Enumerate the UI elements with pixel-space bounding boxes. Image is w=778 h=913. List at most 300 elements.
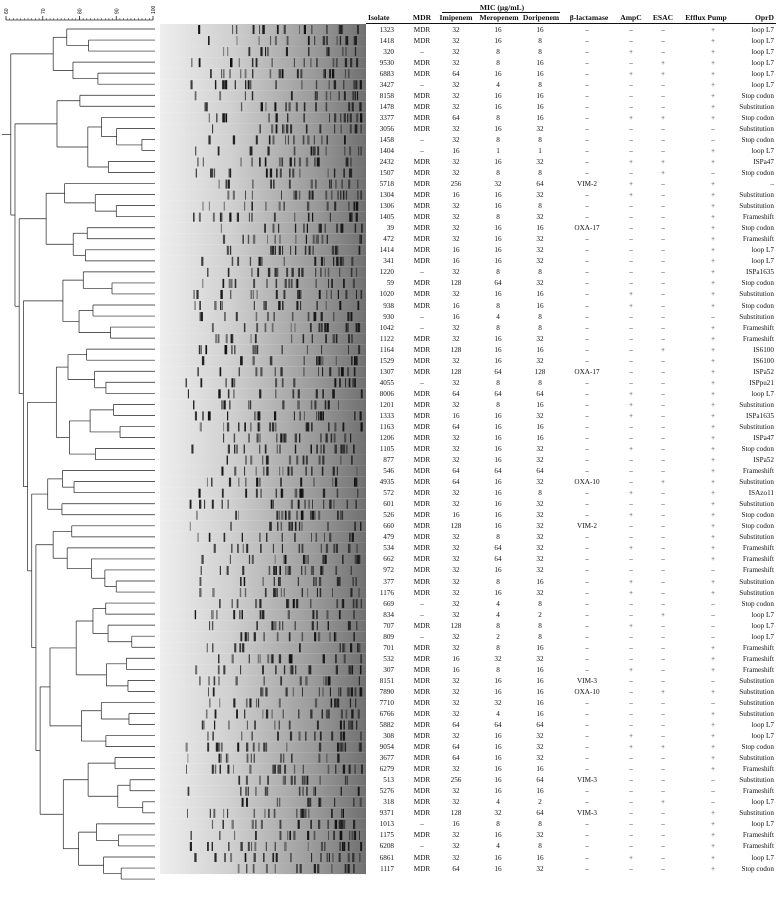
cell-meropenem: 4 bbox=[496, 798, 500, 807]
cell-mdr: MDR bbox=[413, 621, 431, 630]
cell-meropenem: 4 bbox=[496, 842, 500, 851]
cell-isolate: 1414 bbox=[379, 246, 394, 255]
cell-oprd: Frameshift bbox=[742, 334, 774, 343]
cell-oprd: loop L7 bbox=[751, 47, 774, 56]
cell-esac: – bbox=[661, 676, 665, 685]
cell-imipenem: 64 bbox=[452, 743, 460, 752]
cell-doripenem: 32 bbox=[536, 743, 544, 752]
cell-esac: – bbox=[661, 312, 665, 321]
cell-mdr: MDR bbox=[413, 698, 431, 707]
cell-doripenem: 8 bbox=[538, 632, 542, 641]
cell-imipenem: 256 bbox=[450, 776, 462, 785]
cell-ampc: – bbox=[629, 676, 633, 685]
cell-esac: – bbox=[661, 124, 665, 133]
cell-isolate: 707 bbox=[383, 621, 394, 630]
cell-oprd: Frameshift bbox=[742, 235, 774, 244]
cell-doripenem: 16 bbox=[536, 58, 544, 67]
cell-isolate: 1333 bbox=[379, 411, 394, 420]
cell-ampc: + bbox=[628, 180, 634, 189]
cell-oprd: ISPa47 bbox=[753, 157, 774, 166]
cell-mdr: MDR bbox=[413, 102, 431, 111]
cell-imipenem: 32 bbox=[452, 765, 460, 774]
cell-doripenem: 8 bbox=[538, 378, 542, 387]
cell-oprd: loop L7 bbox=[751, 632, 774, 641]
cell-ampc: – bbox=[629, 842, 633, 851]
cell-ampc: – bbox=[629, 279, 633, 288]
cell-blactamase: OXA-17 bbox=[574, 224, 600, 233]
cell-oprd: ISPpu21 bbox=[749, 378, 774, 387]
cell-ampc: – bbox=[629, 687, 633, 696]
cell-ampc: – bbox=[629, 566, 633, 575]
cell-oprd: Substitution bbox=[739, 400, 774, 409]
cell-imipenem: 32 bbox=[452, 157, 460, 166]
cell-blactamase: OXA-17 bbox=[574, 367, 600, 376]
cell-esac: – bbox=[661, 456, 665, 465]
cell-doripenem: 32 bbox=[536, 533, 544, 542]
cell-blactamase: – bbox=[585, 334, 589, 343]
cell-esac: – bbox=[661, 135, 665, 144]
cell-efflux: – bbox=[711, 566, 715, 575]
cell-oprd: Frameshift bbox=[742, 787, 774, 796]
cell-meropenem: 16 bbox=[494, 478, 502, 487]
cell-efflux: + bbox=[710, 445, 716, 454]
cell-ampc: – bbox=[629, 224, 633, 233]
cell-imipenem: 32 bbox=[452, 202, 460, 211]
cell-efflux: + bbox=[710, 643, 716, 652]
cell-ampc: – bbox=[629, 25, 633, 34]
cell-imipenem: 32 bbox=[452, 687, 460, 696]
cell-ampc: – bbox=[629, 422, 633, 431]
cell-efflux: – bbox=[711, 169, 715, 178]
cell-imipenem: 32 bbox=[452, 47, 460, 56]
cell-esac: – bbox=[661, 754, 665, 763]
cell-esac: + bbox=[660, 345, 666, 354]
cell-meropenem: 64 bbox=[494, 555, 502, 564]
cell-oprd: Substitution bbox=[739, 202, 774, 211]
cell-meropenem: 16 bbox=[494, 411, 502, 420]
cell-isolate: 472 bbox=[383, 235, 394, 244]
cell-ampc: – bbox=[629, 533, 633, 542]
cell-isolate: 7710 bbox=[379, 698, 394, 707]
cell-oprd: Frameshift bbox=[742, 544, 774, 553]
cell-isolate: 1418 bbox=[379, 36, 394, 45]
cell-mdr: MDR bbox=[413, 290, 431, 299]
cell-doripenem: 8 bbox=[538, 621, 542, 630]
cell-blactamase: VIM-3 bbox=[577, 676, 597, 685]
cell-mdr: MDR bbox=[413, 279, 431, 288]
cell-mdr: MDR bbox=[413, 180, 431, 189]
cell-ampc: – bbox=[629, 323, 633, 332]
cell-blactamase: – bbox=[585, 124, 589, 133]
cell-mdr: MDR bbox=[413, 743, 431, 752]
cell-mdr: MDR bbox=[413, 566, 431, 575]
cell-blactamase: – bbox=[585, 533, 589, 542]
cell-meropenem: 16 bbox=[494, 36, 502, 45]
cell-isolate: 1307 bbox=[379, 367, 394, 376]
cell-esac: – bbox=[661, 180, 665, 189]
cell-ampc: – bbox=[629, 809, 633, 818]
cell-mdr: MDR bbox=[413, 58, 431, 67]
cell-oprd: Substitution bbox=[739, 124, 774, 133]
cell-ampc: + bbox=[628, 411, 634, 420]
cell-oprd: loop L7 bbox=[751, 25, 774, 34]
cell-efflux: + bbox=[710, 102, 716, 111]
cell-imipenem: 64 bbox=[452, 389, 460, 398]
cell-mdr: MDR bbox=[413, 191, 431, 200]
cell-meropenem: 8 bbox=[496, 135, 500, 144]
cell-ampc: – bbox=[629, 213, 633, 222]
cell-blactamase: – bbox=[585, 301, 589, 310]
cell-esac: – bbox=[661, 842, 665, 851]
cell-blactamase: – bbox=[585, 378, 589, 387]
cell-oprd: ISPa52 bbox=[753, 367, 774, 376]
cell-esac: – bbox=[661, 334, 665, 343]
scale-tick-label: 80 bbox=[77, 8, 84, 14]
cell-oprd: loop L7 bbox=[751, 621, 774, 630]
cell-mdr: MDR bbox=[413, 334, 431, 343]
cell-esac: – bbox=[661, 555, 665, 564]
cell-blactamase: – bbox=[585, 433, 589, 442]
cell-efflux: + bbox=[710, 47, 716, 56]
header-imipenem: Imipenem bbox=[439, 13, 473, 22]
cell-oprd: loop L7 bbox=[751, 36, 774, 45]
cell-meropenem: 16 bbox=[494, 765, 502, 774]
cell-doripenem: 32 bbox=[536, 732, 544, 741]
cell-blactamase: – bbox=[585, 599, 589, 608]
cell-imipenem: 64 bbox=[452, 69, 460, 78]
cell-meropenem: 16 bbox=[494, 334, 502, 343]
cell-meropenem: 16 bbox=[494, 157, 502, 166]
cell-blactamase: – bbox=[585, 389, 589, 398]
cell-efflux: + bbox=[710, 820, 716, 829]
cell-ampc: + bbox=[628, 853, 634, 862]
cell-oprd: Stop codon bbox=[741, 113, 774, 122]
cell-meropenem: 8 bbox=[496, 169, 500, 178]
cell-oprd: Substitution bbox=[739, 102, 774, 111]
cell-esac: + bbox=[660, 58, 666, 67]
cell-ampc: – bbox=[629, 467, 633, 476]
cell-doripenem: 16 bbox=[536, 224, 544, 233]
cell-isolate: 9530 bbox=[379, 58, 394, 67]
cell-mdr: MDR bbox=[413, 665, 431, 674]
cell-imipenem: 32 bbox=[452, 676, 460, 685]
cell-esac: – bbox=[661, 191, 665, 200]
cell-imipenem: 32 bbox=[452, 433, 460, 442]
cell-ampc: – bbox=[629, 367, 633, 376]
cell-isolate: 1323 bbox=[379, 25, 394, 34]
cell-ampc: – bbox=[629, 312, 633, 321]
cell-isolate: 9371 bbox=[379, 809, 394, 818]
scale-tick-label: 60 bbox=[4, 8, 10, 14]
cell-mdr: MDR bbox=[413, 25, 431, 34]
cell-doripenem: 16 bbox=[536, 676, 544, 685]
cell-meropenem: 4 bbox=[496, 709, 500, 718]
cell-mdr: – bbox=[420, 268, 424, 277]
cell-mdr: MDR bbox=[413, 522, 431, 531]
cell-doripenem: 8 bbox=[538, 268, 542, 277]
cell-oprd: Stop codon bbox=[741, 522, 774, 531]
cell-isolate: 6279 bbox=[379, 765, 394, 774]
cell-imipenem: 128 bbox=[450, 522, 462, 531]
cell-imipenem: 128 bbox=[450, 809, 462, 818]
cell-blactamase: VIM-3 bbox=[577, 776, 597, 785]
cell-blactamase: – bbox=[585, 842, 589, 851]
cell-imipenem: 32 bbox=[452, 588, 460, 597]
cell-doripenem: 8 bbox=[538, 169, 542, 178]
cell-doripenem: 32 bbox=[536, 522, 544, 531]
cell-blactamase: – bbox=[585, 709, 589, 718]
cell-ampc: – bbox=[629, 522, 633, 531]
cell-esac: – bbox=[661, 643, 665, 652]
cell-isolate: 1122 bbox=[379, 334, 394, 343]
cell-meropenem: 16 bbox=[494, 754, 502, 763]
cell-esac: – bbox=[661, 489, 665, 498]
cell-imipenem: 16 bbox=[452, 301, 460, 310]
cell-esac: – bbox=[661, 467, 665, 476]
header-isolate: Isolate bbox=[368, 13, 390, 22]
cell-efflux: + bbox=[710, 411, 716, 420]
cell-doripenem: 16 bbox=[536, 665, 544, 674]
cell-blactamase: – bbox=[585, 787, 589, 796]
cell-mdr: MDR bbox=[413, 433, 431, 442]
cell-oprd: loop L7 bbox=[751, 853, 774, 862]
cell-efflux: + bbox=[710, 146, 716, 155]
cell-efflux: + bbox=[710, 389, 716, 398]
cell-imipenem: 32 bbox=[452, 224, 460, 233]
cell-oprd: Stop codon bbox=[741, 301, 774, 310]
cell-doripenem: 2 bbox=[538, 610, 542, 619]
cell-ampc: – bbox=[629, 334, 633, 343]
cell-mdr: MDR bbox=[413, 588, 431, 597]
cell-mdr: – bbox=[420, 312, 424, 321]
cell-doripenem: 32 bbox=[536, 511, 544, 520]
cell-ampc: – bbox=[629, 478, 633, 487]
cell-ampc: – bbox=[629, 268, 633, 277]
cell-blactamase: – bbox=[585, 202, 589, 211]
cell-efflux: + bbox=[710, 345, 716, 354]
cell-esac: – bbox=[661, 732, 665, 741]
cell-ampc: – bbox=[629, 58, 633, 67]
cell-blactamase: – bbox=[585, 798, 589, 807]
cell-esac: – bbox=[661, 433, 665, 442]
cell-ampc: – bbox=[629, 345, 633, 354]
cell-imipenem: 32 bbox=[452, 842, 460, 851]
cell-isolate: 930 bbox=[383, 312, 394, 321]
cell-esac: – bbox=[661, 765, 665, 774]
cell-efflux: + bbox=[710, 522, 716, 531]
cell-imipenem: 32 bbox=[452, 555, 460, 564]
cell-isolate: 662 bbox=[383, 555, 394, 564]
cell-isolate: 8151 bbox=[379, 676, 394, 685]
cell-efflux: + bbox=[710, 433, 716, 442]
cell-mdr: MDR bbox=[413, 422, 431, 431]
cell-isolate: 308 bbox=[383, 732, 394, 741]
cell-blactamase: – bbox=[585, 820, 589, 829]
cell-blactamase: – bbox=[585, 47, 589, 56]
cell-ampc: – bbox=[629, 146, 633, 155]
cell-doripenem: 32 bbox=[536, 544, 544, 553]
cell-esac: – bbox=[661, 356, 665, 365]
cell-isolate: 526 bbox=[383, 511, 394, 520]
cell-esac: – bbox=[661, 80, 665, 89]
cell-esac: – bbox=[661, 632, 665, 641]
cell-oprd: IS6100 bbox=[753, 345, 774, 354]
cell-isolate: 877 bbox=[383, 456, 394, 465]
cell-imipenem: 128 bbox=[450, 345, 462, 354]
cell-oprd: Frameshift bbox=[742, 323, 774, 332]
cell-esac: + bbox=[660, 157, 666, 166]
cell-imipenem: 32 bbox=[452, 135, 460, 144]
cell-mdr: MDR bbox=[413, 301, 431, 310]
cell-doripenem: 8 bbox=[538, 80, 542, 89]
cell-mdr: – bbox=[420, 146, 424, 155]
cell-imipenem: 32 bbox=[452, 599, 460, 608]
cell-oprd: loop L7 bbox=[751, 798, 774, 807]
cell-esac: – bbox=[661, 721, 665, 730]
cell-meropenem: 8 bbox=[496, 113, 500, 122]
cell-isolate: 9054 bbox=[379, 743, 394, 752]
cell-meropenem: 8 bbox=[496, 268, 500, 277]
cell-ampc: + bbox=[628, 400, 634, 409]
cell-doripenem: 16 bbox=[536, 787, 544, 796]
cell-mdr: MDR bbox=[413, 654, 431, 663]
cell-ampc: – bbox=[629, 754, 633, 763]
cell-oprd: Stop codon bbox=[741, 135, 774, 144]
cell-isolate: 3677 bbox=[379, 754, 394, 763]
cell-doripenem: 32 bbox=[536, 191, 544, 200]
cell-mdr: MDR bbox=[413, 676, 431, 685]
cell-efflux: + bbox=[710, 323, 716, 332]
cell-efflux: + bbox=[710, 191, 716, 200]
cell-efflux: + bbox=[710, 500, 716, 509]
cell-mdr: MDR bbox=[413, 721, 431, 730]
cell-mdr: MDR bbox=[413, 411, 431, 420]
cell-esac: – bbox=[661, 544, 665, 553]
cell-oprd: Frameshift bbox=[742, 831, 774, 840]
cell-esac: – bbox=[661, 709, 665, 718]
cell-esac: – bbox=[661, 268, 665, 277]
cell-ampc: – bbox=[629, 864, 633, 873]
cell-esac: + bbox=[660, 610, 666, 619]
cell-oprd: loop L7 bbox=[751, 610, 774, 619]
cell-meropenem: 32 bbox=[494, 698, 502, 707]
cell-ampc: – bbox=[629, 91, 633, 100]
cell-oprd: Substitution bbox=[739, 754, 774, 763]
cell-doripenem: 32 bbox=[536, 257, 544, 266]
cell-imipenem: 32 bbox=[452, 169, 460, 178]
cell-blactamase: – bbox=[585, 411, 589, 420]
cell-esac: – bbox=[661, 820, 665, 829]
cell-efflux: + bbox=[710, 202, 716, 211]
cell-isolate: 1458 bbox=[379, 135, 394, 144]
cell-mdr: MDR bbox=[413, 345, 431, 354]
cell-imipenem: 64 bbox=[452, 754, 460, 763]
cell-imipenem: 32 bbox=[452, 290, 460, 299]
cell-imipenem: 32 bbox=[452, 632, 460, 641]
cell-efflux: + bbox=[710, 69, 716, 78]
cell-ampc: – bbox=[629, 776, 633, 785]
cell-meropenem: 16 bbox=[494, 224, 502, 233]
cell-efflux: – bbox=[711, 610, 715, 619]
cell-meropenem: 16 bbox=[494, 864, 502, 873]
cell-esac: – bbox=[661, 445, 665, 454]
cell-oprd: ISPa1635 bbox=[746, 268, 774, 277]
cell-ampc: – bbox=[629, 80, 633, 89]
cell-esac: – bbox=[661, 378, 665, 387]
cell-ampc: – bbox=[629, 433, 633, 442]
cell-efflux: + bbox=[710, 290, 716, 299]
cell-blactamase: – bbox=[585, 456, 589, 465]
cell-isolate: 532 bbox=[383, 654, 394, 663]
cell-efflux: + bbox=[710, 422, 716, 431]
cell-esac: – bbox=[661, 588, 665, 597]
cell-meropenem: 16 bbox=[494, 69, 502, 78]
cell-doripenem: 64 bbox=[536, 389, 544, 398]
cell-imipenem: 32 bbox=[452, 577, 460, 586]
cell-imipenem: 32 bbox=[452, 213, 460, 222]
cell-blactamase: – bbox=[585, 765, 589, 774]
cell-doripenem: 16 bbox=[536, 433, 544, 442]
cell-imipenem: 32 bbox=[452, 566, 460, 575]
cell-imipenem: 32 bbox=[452, 356, 460, 365]
cell-meropenem: 16 bbox=[494, 345, 502, 354]
cell-ampc: + bbox=[628, 69, 634, 78]
cell-meropenem: 4 bbox=[496, 80, 500, 89]
scale-tick-label: 100 bbox=[151, 5, 157, 14]
cell-mdr: MDR bbox=[413, 809, 431, 818]
cell-blactamase: – bbox=[585, 588, 589, 597]
cell-ampc: – bbox=[629, 135, 633, 144]
cell-doripenem: 8 bbox=[538, 36, 542, 45]
cell-oprd: Stop codon bbox=[741, 743, 774, 752]
cell-doripenem: 32 bbox=[536, 831, 544, 840]
cell-imipenem: 32 bbox=[452, 58, 460, 67]
cell-meropenem: 16 bbox=[494, 25, 502, 34]
cell-esac: – bbox=[661, 213, 665, 222]
cell-doripenem: 2 bbox=[538, 798, 542, 807]
cell-meropenem: 16 bbox=[494, 356, 502, 365]
cell-ampc: – bbox=[629, 169, 633, 178]
cell-ampc: – bbox=[629, 654, 633, 663]
cell-meropenem: 16 bbox=[494, 257, 502, 266]
cell-efflux: + bbox=[710, 224, 716, 233]
cell-isolate: 809 bbox=[383, 632, 394, 641]
cell-isolate: 3056 bbox=[379, 124, 394, 133]
cell-ampc: – bbox=[629, 500, 633, 509]
cell-oprd: Stop codon bbox=[741, 599, 774, 608]
cell-oprd: Frameshift bbox=[742, 842, 774, 851]
cell-doripenem: 16 bbox=[536, 577, 544, 586]
cell-efflux: + bbox=[710, 577, 716, 586]
cell-isolate: 1206 bbox=[379, 433, 394, 442]
cell-doripenem: 32 bbox=[536, 478, 544, 487]
cell-doripenem: 32 bbox=[536, 124, 544, 133]
cell-doripenem: 32 bbox=[536, 555, 544, 564]
cell-esac: + bbox=[660, 478, 666, 487]
cell-esac: – bbox=[661, 853, 665, 862]
cell-ampc: – bbox=[629, 765, 633, 774]
cell-imipenem: 128 bbox=[450, 367, 462, 376]
cell-doripenem: 32 bbox=[536, 654, 544, 663]
cell-blactamase: – bbox=[585, 345, 589, 354]
cell-blactamase: – bbox=[585, 489, 589, 498]
cell-doripenem: 8 bbox=[538, 312, 542, 321]
cell-oprd: Stop codon bbox=[741, 511, 774, 520]
cell-meropenem: 64 bbox=[494, 721, 502, 730]
cell-efflux: + bbox=[710, 456, 716, 465]
cell-mdr: MDR bbox=[413, 754, 431, 763]
cell-mdr: MDR bbox=[413, 732, 431, 741]
